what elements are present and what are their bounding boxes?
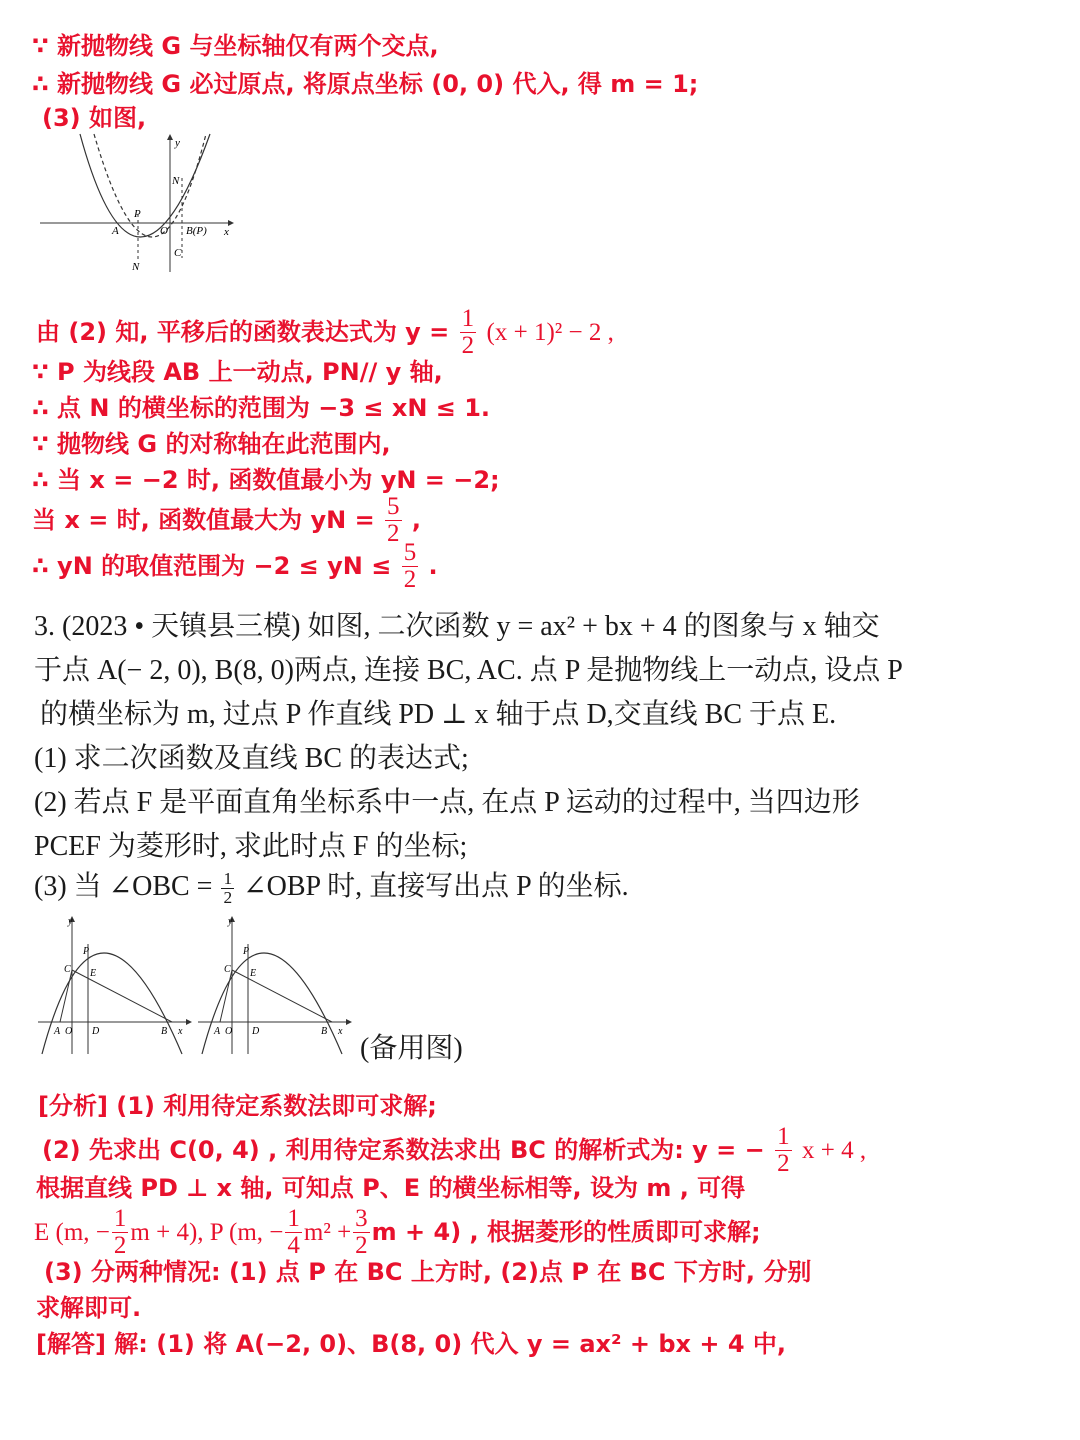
problem-3-question-1: (1) 求二次函数及直线 BC 的表达式; bbox=[34, 743, 469, 774]
fig2-label-p: P bbox=[83, 946, 90, 957]
fraction-analysis-half: $\frac{1}{2}$ bbox=[777, 1123, 790, 1178]
fig3-label-a: A bbox=[214, 1026, 221, 1037]
fig2-label-y: y bbox=[68, 916, 73, 927]
q3-prefix: (3) 当 ∠OBC = bbox=[34, 871, 213, 902]
fig2-label-a: A bbox=[54, 1026, 61, 1037]
fig2-label-o: O bbox=[65, 1026, 73, 1037]
solution-line-2: ∴ 新抛物线 G 必过原点, 将原点坐标 (0, 0) 代入, 得 m = 1; bbox=[32, 70, 699, 98]
problem-3-question-3 bbox=[34, 864, 629, 907]
fig3-label-d: D bbox=[252, 1026, 260, 1037]
solution-line-5: ∵ P 为线段 AB 上一动点, PN// y 轴, bbox=[32, 358, 443, 386]
fig3-label-b: B bbox=[321, 1026, 328, 1037]
problem-3-line-3: 的横坐标为 m, 过点 P 作直线 PD ⊥ x 轴于点 D,交直线 BC 于点 E. bbox=[40, 699, 837, 730]
analysis-line-1: [分析] (1) 利用待定系数法即可求解; bbox=[38, 1092, 437, 1120]
fig2-label-d: D bbox=[92, 1026, 100, 1037]
fraction-five-halves-2: $\frac{5}{2}$ bbox=[403, 539, 417, 594]
solution-line-8: ∴ 当 x = −2 时, 函数值最小为 yN = −2; bbox=[32, 466, 500, 494]
problem-3-question-2a: (2) 若点 F 是平面直角坐标系中一点, 在点 P 运动的过程中, 当四边形 bbox=[34, 787, 860, 818]
fig1-label-y: y bbox=[175, 137, 180, 149]
analysis-e-coord: E (m, − bbox=[34, 1218, 110, 1246]
fig1-label-p: P bbox=[134, 208, 141, 220]
solution-line-10-text: ∴ yN 的取值范围为 −2 ≤ yN ≤ bbox=[32, 551, 392, 580]
solution-line-4-text: 由 (2) 知, 平移后的函数表达式为 y = bbox=[36, 317, 450, 346]
q3-suffix: ∠OBP 时, 直接写出点 P 的坐标. bbox=[243, 871, 629, 902]
problem-3-question-2b: PCEF 为菱形时, 求此时点 F 的坐标; bbox=[34, 831, 468, 862]
analysis-line-6: 求解即可. bbox=[36, 1294, 142, 1322]
analysis-line-5: (3) 分两种情况: (1) 点 P 在 BC 上方时, (2)点 P 在 BC 下方时, 分别 bbox=[44, 1258, 812, 1286]
backup-figure-caption: (备用图) bbox=[360, 1033, 463, 1064]
parabola-figure-3 bbox=[196, 912, 356, 1057]
parabola-figure-2 bbox=[36, 912, 196, 1057]
fraction-a4-3: $\frac{3}{2}$ bbox=[355, 1205, 368, 1260]
analysis-line-2-tail: x + 4 , bbox=[801, 1136, 867, 1164]
fig3-label-e: E bbox=[250, 968, 257, 979]
fig3-label-o: O bbox=[225, 1026, 233, 1037]
analysis-line-7: [解答] 解: (1) 将 A(−2, 0)、B(8, 0) 代入 y = ax² + bx + 4 中, bbox=[36, 1330, 787, 1358]
solution-line-9: 当 x = 时, 函数值最大为 yN = $\frac{5}{2}$ , bbox=[32, 493, 422, 548]
fig3-label-c: C bbox=[224, 964, 231, 975]
fig2-label-e: E bbox=[90, 968, 97, 979]
solution-line-3: (3) 如图, bbox=[42, 104, 147, 132]
fraction-one-half-q3: $\frac{1}{2}$ bbox=[223, 868, 233, 908]
solution-line-10: ∴ yN 的取值范围为 −2 ≤ yN ≤ $\frac{5}{2}$ . bbox=[32, 539, 438, 594]
analysis-line-3: 根据直线 PD ⊥ x 轴, 可知点 P、E 的横坐标相等, 设为 m , 可得 bbox=[36, 1174, 746, 1202]
fig2-label-x: x bbox=[178, 1026, 183, 1037]
solution-line-4-tail: (x + 1)² − 2 , bbox=[486, 318, 614, 346]
fig1-label-x: x bbox=[224, 226, 229, 238]
fig3-label-p: P bbox=[243, 946, 250, 957]
analysis-p-coord: m + 4), P (m, − bbox=[130, 1218, 284, 1246]
problem-3-line-2: 于点 A(− 2, 0), B(8, 0)两点, 连接 BC, AC. 点 P 是抛物线上一动点, 设点 P bbox=[34, 655, 903, 686]
fig2-label-c: C bbox=[64, 964, 71, 975]
fig3-label-y: y bbox=[228, 916, 233, 927]
fig1-label-a: A bbox=[112, 225, 119, 237]
fig1-label-n-bottom: N bbox=[132, 261, 140, 273]
fraction-a4-1: $\frac{1}{2}$ bbox=[113, 1205, 127, 1260]
fraction-a4-2: $\frac{1}{4}$ bbox=[287, 1205, 300, 1260]
solution-line-7: ∵ 抛物线 G 的对称轴在此范围内, bbox=[32, 430, 391, 458]
analysis-line-4-tail: m + 4) , 根据菱形的性质即可求解; bbox=[371, 1217, 761, 1246]
parabola-figure-1 bbox=[36, 130, 236, 275]
fig1-label-n-top: N bbox=[172, 175, 180, 187]
analysis-m-squared: m² + bbox=[303, 1218, 352, 1246]
solution-line-9-text: 当 x = 时, 函数值最大为 yN = bbox=[32, 505, 375, 534]
solution-line-1: ∵ 新抛物线 G 与坐标轴仅有两个交点, bbox=[32, 32, 439, 60]
fraction-five-halves: $\frac{5}{2}$ bbox=[387, 493, 400, 548]
fig2-label-b: B bbox=[161, 1026, 168, 1037]
fig1-label-o: O bbox=[160, 225, 168, 237]
fig1-label-bp: B(P) bbox=[186, 225, 207, 237]
solution-line-6: ∴ 点 N 的横坐标的范围为 −3 ≤ xN ≤ 1. bbox=[32, 394, 491, 422]
fraction-one-half: $\frac{1}{2}$ bbox=[461, 305, 475, 360]
fig3-label-x: x bbox=[338, 1026, 343, 1037]
analysis-line-2-text: (2) 先求出 C(0, 4) , 利用待定系数法求出 BC 的解析式为: y = − bbox=[42, 1135, 765, 1164]
problem-3-line-1: 3. (2023 • 天镇县三模) 如图, 二次函数 y = ax² + bx + 4 的图象与 x 轴交 bbox=[34, 611, 880, 642]
fig1-label-c: C bbox=[174, 247, 182, 259]
